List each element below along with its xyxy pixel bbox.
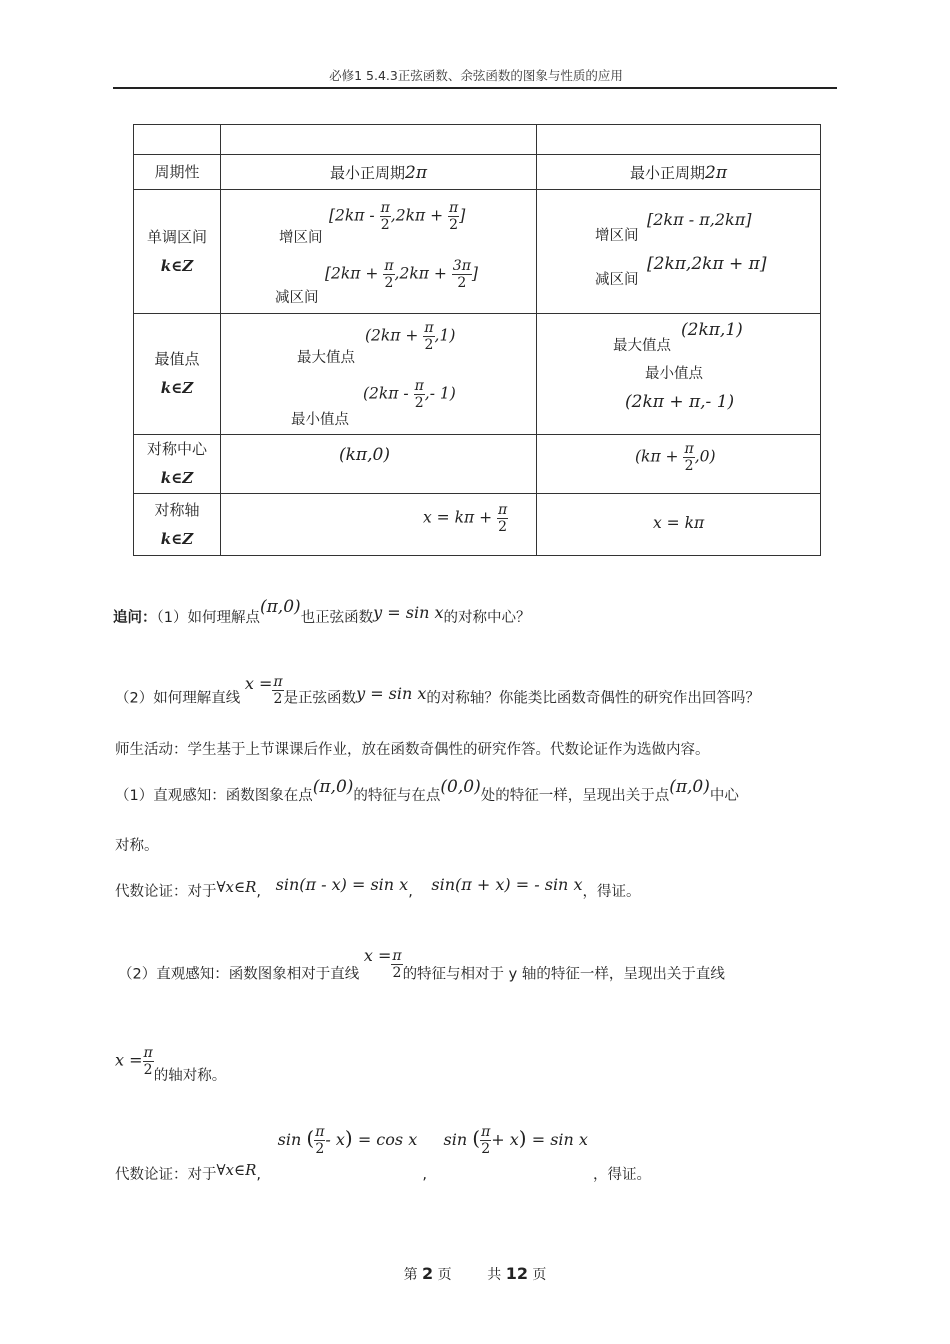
row-label: 对称轴 <box>154 500 200 519</box>
row-domain: k∈Z <box>160 379 194 397</box>
fraction: $\frac{\pi}{2}$ <box>498 502 508 535</box>
fraction: $\frac{\pi}{2}$ <box>481 1124 491 1157</box>
fraction: $\frac{\pi}{2}$ <box>424 320 434 353</box>
fraction: $\frac{3\pi}{2}$ <box>452 258 471 291</box>
page-footer: 第 2 页 共 12 页 <box>403 1264 547 1283</box>
sin-max-label: 最大值点 <box>297 350 355 366</box>
table-row-center <box>134 435 821 494</box>
page-header: 必修1 5.4.3正弦函数、余弦函数的图象与性质的应用 <box>329 68 623 83</box>
table-row-monotonic <box>134 190 821 314</box>
cos-dec-interval: [2kπ,2kπ + π] <box>647 254 767 274</box>
row-label: 周期性 <box>134 155 221 190</box>
row-domain: k∈Z <box>160 469 194 487</box>
table-row-extrema <box>134 314 821 435</box>
cos-center-left: (kπ + <box>635 447 679 466</box>
cos-min-label: 最小值点 <box>645 366 703 382</box>
properties-table <box>133 124 821 556</box>
sin-inc-right: ] <box>459 206 466 225</box>
cos-axis: x = kπ <box>653 514 705 532</box>
question-1: 追问：（1）如何理解点(π,0)也正弦函数y = sin x的对称中心？ <box>113 597 531 626</box>
proof-1: 代数论证：对于∀x∈R, sin(π - x) = sin x, sin(π + x) = - sin x，得证。 <box>115 875 641 900</box>
period-value: 2π <box>405 162 427 183</box>
intuition-2-end: x = $\frac{\pi}{2}$ 的轴对称。 <box>115 1045 227 1084</box>
table-row-period <box>134 155 821 190</box>
sin-dec-left: [2kπ + <box>325 264 379 283</box>
page-number: 2 <box>422 1264 434 1283</box>
sin-inc-label: 增区间 <box>279 230 323 246</box>
fraction: $\frac{\pi}{2}$ <box>449 200 459 233</box>
cos-max-label: 最大值点 <box>613 338 671 354</box>
period-value: 2π <box>705 162 727 183</box>
cos-center-right: ,0) <box>694 447 716 466</box>
total-pages: 12 <box>505 1264 528 1283</box>
intuition-1: （1）直观感知：函数图象在点(π,0)的特征与在点(0,0)处的特征一样，呈现出关于点(π,0)中心 <box>115 777 739 804</box>
question-label: 追问： <box>113 610 157 626</box>
sin-period: 最小正周期 <box>329 163 405 182</box>
fraction: $\frac{\pi}{2}$ <box>273 674 283 707</box>
cos-dec-label: 减区间 <box>595 272 639 288</box>
sin-axis: x = kπ + <box>423 508 493 527</box>
sin-min-label: 最小值点 <box>291 412 349 428</box>
cos-period: 最小正周期 <box>629 163 705 182</box>
header-divider <box>113 87 837 89</box>
fraction: $\frac{\pi}{2}$ <box>380 200 390 233</box>
fraction: $\frac{\pi}{2}$ <box>392 948 402 981</box>
row-label: 单调区间 <box>146 227 207 246</box>
cos-min-point: (2kπ + π,- 1) <box>625 392 735 412</box>
question-2: （2）如何理解直线 x = $\frac{\pi}{2}$ 是正弦函数y = sin x的对称轴？你能类比函数奇偶性的研究作出回答吗？ <box>115 673 760 707</box>
intuition-2: （2）直观感知：函数图象相对于直线 x = $\frac{\pi}{2}$ 的特征与相对于 y 轴的特征一样，呈现出关于直线 <box>118 945 725 983</box>
fraction: $\frac{\pi}{2}$ <box>143 1045 153 1078</box>
sin-min-right: ,- 1) <box>424 384 456 403</box>
sin-min-left: (2kπ - <box>363 384 409 403</box>
row-label: 最值点 <box>154 350 200 368</box>
sin-dec-right: ] <box>471 264 478 283</box>
sin-dec-label: 减区间 <box>275 290 319 306</box>
cos-max-point: (2kπ,1) <box>681 320 743 340</box>
fraction: $\frac{\pi}{2}$ <box>684 441 694 474</box>
intuition-1-end: 对称。 <box>115 838 159 854</box>
teacher-student-activity: 师生活动：学生基于上节课课后作业，放在函数奇偶性的研究作答。代数论证作为选做内容。 <box>115 742 710 758</box>
sin-inc-mid: ,2kπ + <box>390 206 444 225</box>
row-domain: k∈Z <box>160 529 194 548</box>
fraction: $\frac{\pi}{2}$ <box>315 1124 325 1157</box>
sin-dec-mid: ,2kπ + <box>394 264 447 283</box>
sin-max-left: (2kπ + <box>365 326 419 345</box>
sin-center: (kπ,0) <box>339 445 390 465</box>
fraction: $\frac{\pi}{2}$ <box>384 258 394 291</box>
row-label: 对称中心 <box>146 440 207 458</box>
fraction: $\frac{\pi}{2}$ <box>414 378 424 411</box>
cos-inc-label: 增区间 <box>595 228 639 244</box>
cos-inc-interval: [2kπ - π,2kπ] <box>647 210 752 229</box>
proof-2: 代数论证：对于∀x∈R, sin ( $\frac{\pi}{2}$ - x) = cos x , sin ( $\frac{\pi}{2}$ + x) = sin x ，得证。 <box>115 1124 652 1183</box>
table-row-axis <box>134 494 821 556</box>
table-row <box>134 125 821 155</box>
row-domain: k∈Z <box>160 256 194 275</box>
sin-inc-left: [2kπ - <box>329 206 375 225</box>
sin-max-right: ,1) <box>434 326 456 345</box>
